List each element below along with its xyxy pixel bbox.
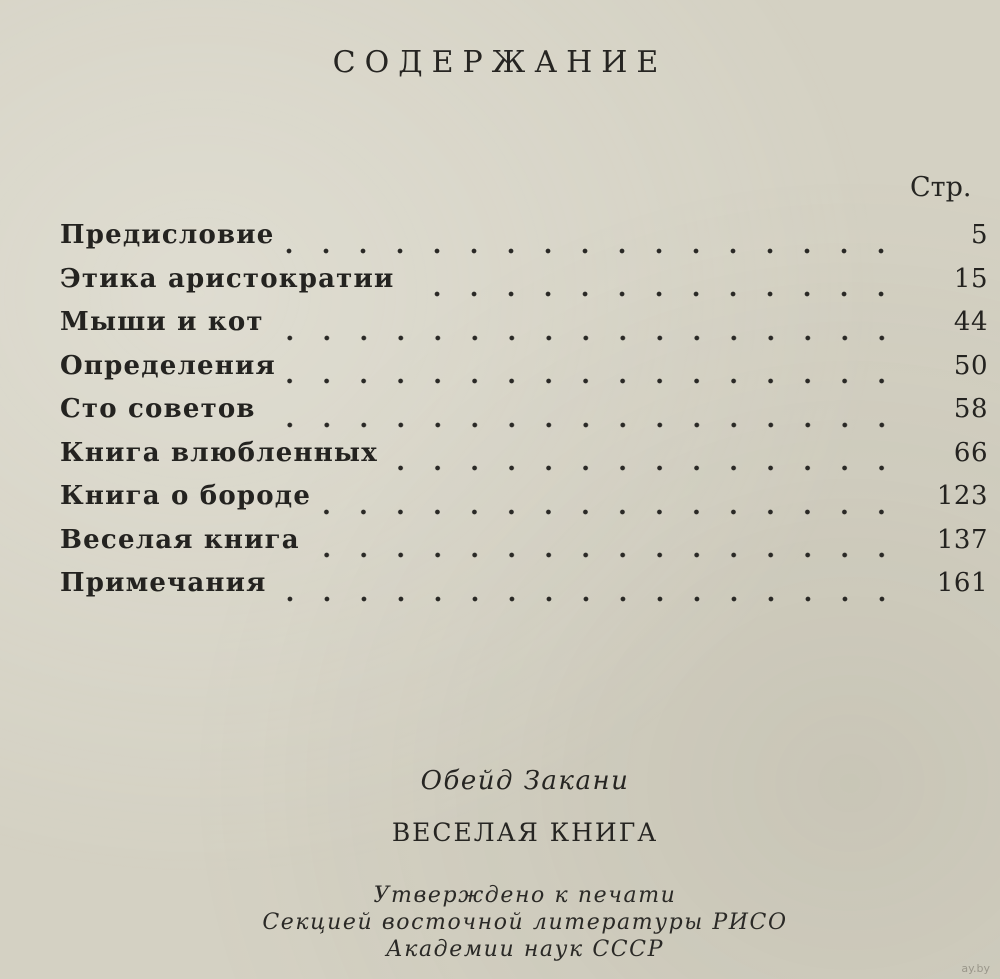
dot-leader: [286, 378, 900, 384]
toc-entry: [60, 394, 988, 438]
dot-leader: [310, 552, 900, 558]
toc-entry: [60, 264, 988, 308]
toc-entry-page: 58: [953, 394, 988, 424]
toc-entry-title: Определения: [60, 350, 276, 381]
toc-entry-page: 161: [936, 568, 988, 598]
toc-entry: [60, 351, 988, 395]
toc-entry: [60, 481, 988, 525]
site-watermark: ay.by: [961, 962, 990, 975]
toc-entry-title: Предисловие: [60, 220, 275, 250]
dot-leader: [284, 248, 900, 254]
contents-heading: СОДЕРЖАНИЕ: [332, 45, 668, 80]
author-name: Обейд Закани: [420, 766, 630, 796]
table-of-contents: [60, 220, 988, 612]
dot-leader: [266, 422, 900, 428]
toc-entry-title: Сто советов: [60, 394, 256, 424]
dot-leader: [404, 291, 900, 297]
toc-entry: [60, 220, 988, 264]
toc-entry-page: 123: [936, 481, 988, 511]
toc-entry: [60, 525, 988, 569]
imprint-line: Академии наук СССР: [385, 937, 665, 962]
toc-entry-title: Веселая книга: [60, 524, 300, 555]
toc-entry-title: Мыши и кот: [60, 307, 264, 337]
toc-entry: [60, 307, 988, 351]
page-column-label: Стр.: [910, 172, 972, 203]
toc-entry-page: 5: [970, 220, 988, 250]
dot-leader: [277, 596, 900, 602]
toc-entry-title: Этика аристократии: [60, 263, 395, 294]
dot-leader: [274, 335, 900, 341]
toc-entry-title: Книга влюбленных: [60, 437, 378, 468]
toc-entry-page: 66: [953, 437, 988, 468]
imprint-block: [0, 882, 1000, 963]
toc-entry: [60, 568, 988, 612]
toc-entry-page: 44: [953, 307, 988, 337]
imprint-line: Утверждено к печати: [373, 883, 677, 908]
toc-entry-title: Книга о бороде: [60, 481, 312, 511]
toc-entry: [60, 438, 988, 482]
dot-leader: [388, 465, 900, 471]
toc-entry-page: 15: [953, 263, 988, 294]
toc-entry-title: Примечания: [60, 568, 267, 598]
dot-leader: [321, 509, 900, 515]
book-title: ВЕСЕЛАЯ КНИГА: [391, 818, 659, 847]
toc-entry-page: 137: [936, 524, 988, 555]
toc-entry-page: 50: [953, 350, 988, 381]
imprint-line: Секцией восточной литературы РИСО: [262, 910, 788, 935]
